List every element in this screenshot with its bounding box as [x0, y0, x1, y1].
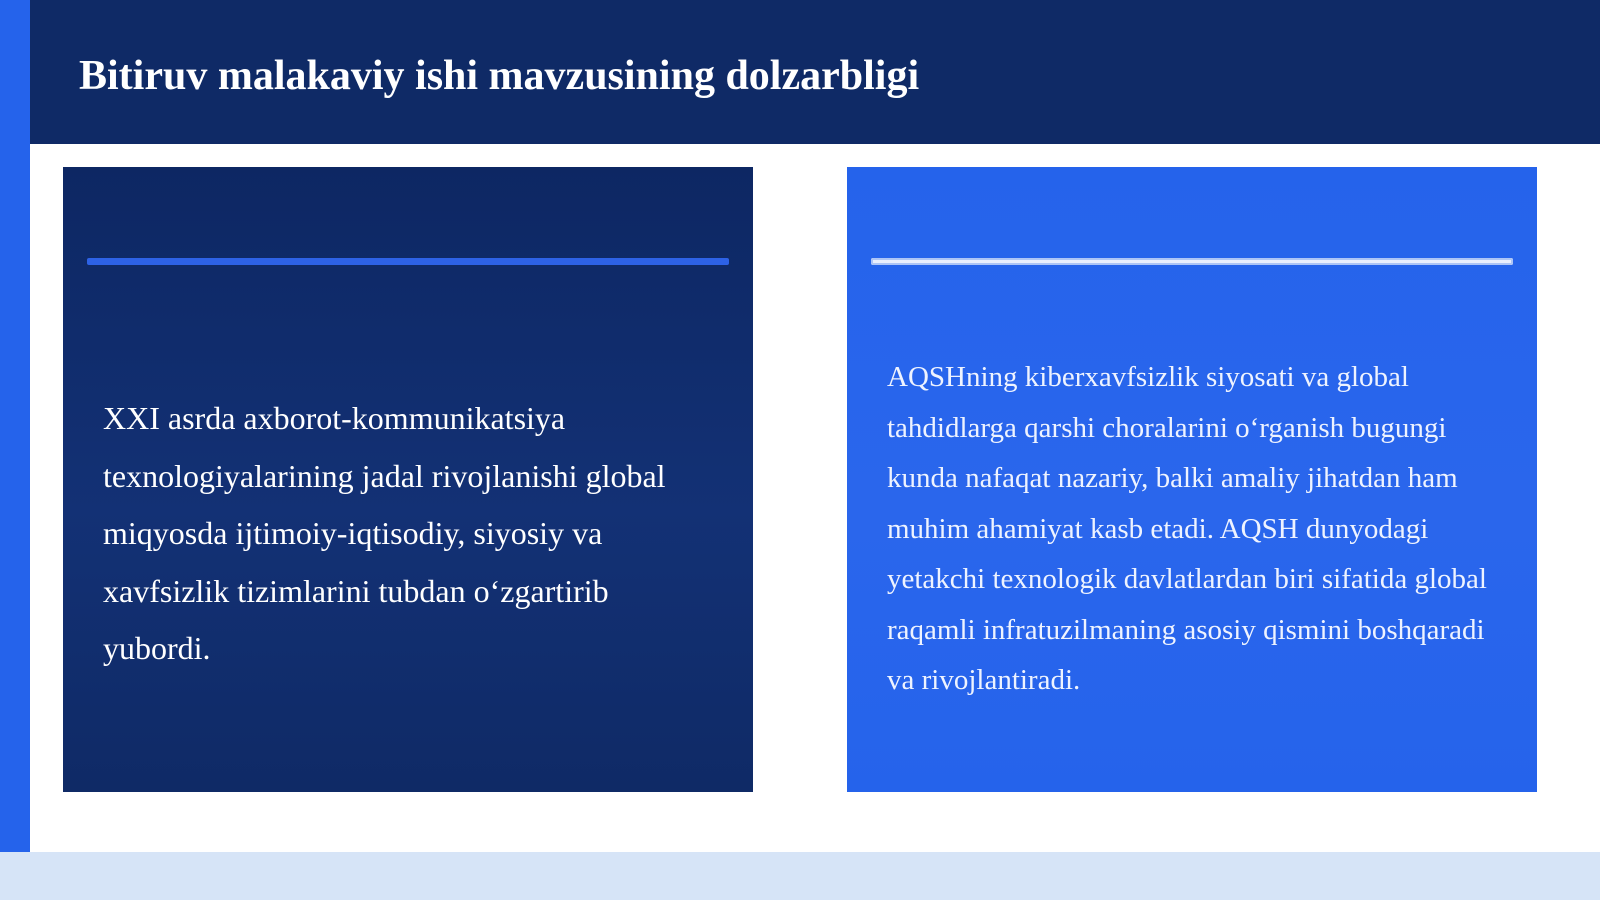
slide-title: Bitiruv malakaviy ishi mavzusining dolzarbligi — [79, 53, 920, 99]
card-right-rule — [871, 258, 1513, 265]
left-accent-stripe — [0, 0, 30, 852]
card-left — [63, 167, 753, 792]
card-left-text: XXI asrda axborot-kommunikatsiya texnologiyalarining jadal rivojlanishi global miqyosda ijtimoiy-iqtisodiy, siyosiy va xavfsizlik tizimlarini tubdan o‘zgartirib yubordi. — [103, 400, 666, 666]
card-right — [847, 167, 1537, 792]
card-left-rule — [87, 258, 729, 265]
footer-band — [0, 852, 1600, 900]
card-right-text: AQSHning kiberxavfsizlik siyosati va global tahdidlarga qarshi choralarini o‘rganish bugungi kunda nafaqat nazariy, balki amaliy jihatdan ham muhim ahamiyat kasb etadi. AQSH dunyodagi yetakchi texnologik davlatlardan biri sifatida global raqamli infratuzilmaning asosiy qismini boshqaradi va rivojlantiradi. — [887, 361, 1487, 696]
